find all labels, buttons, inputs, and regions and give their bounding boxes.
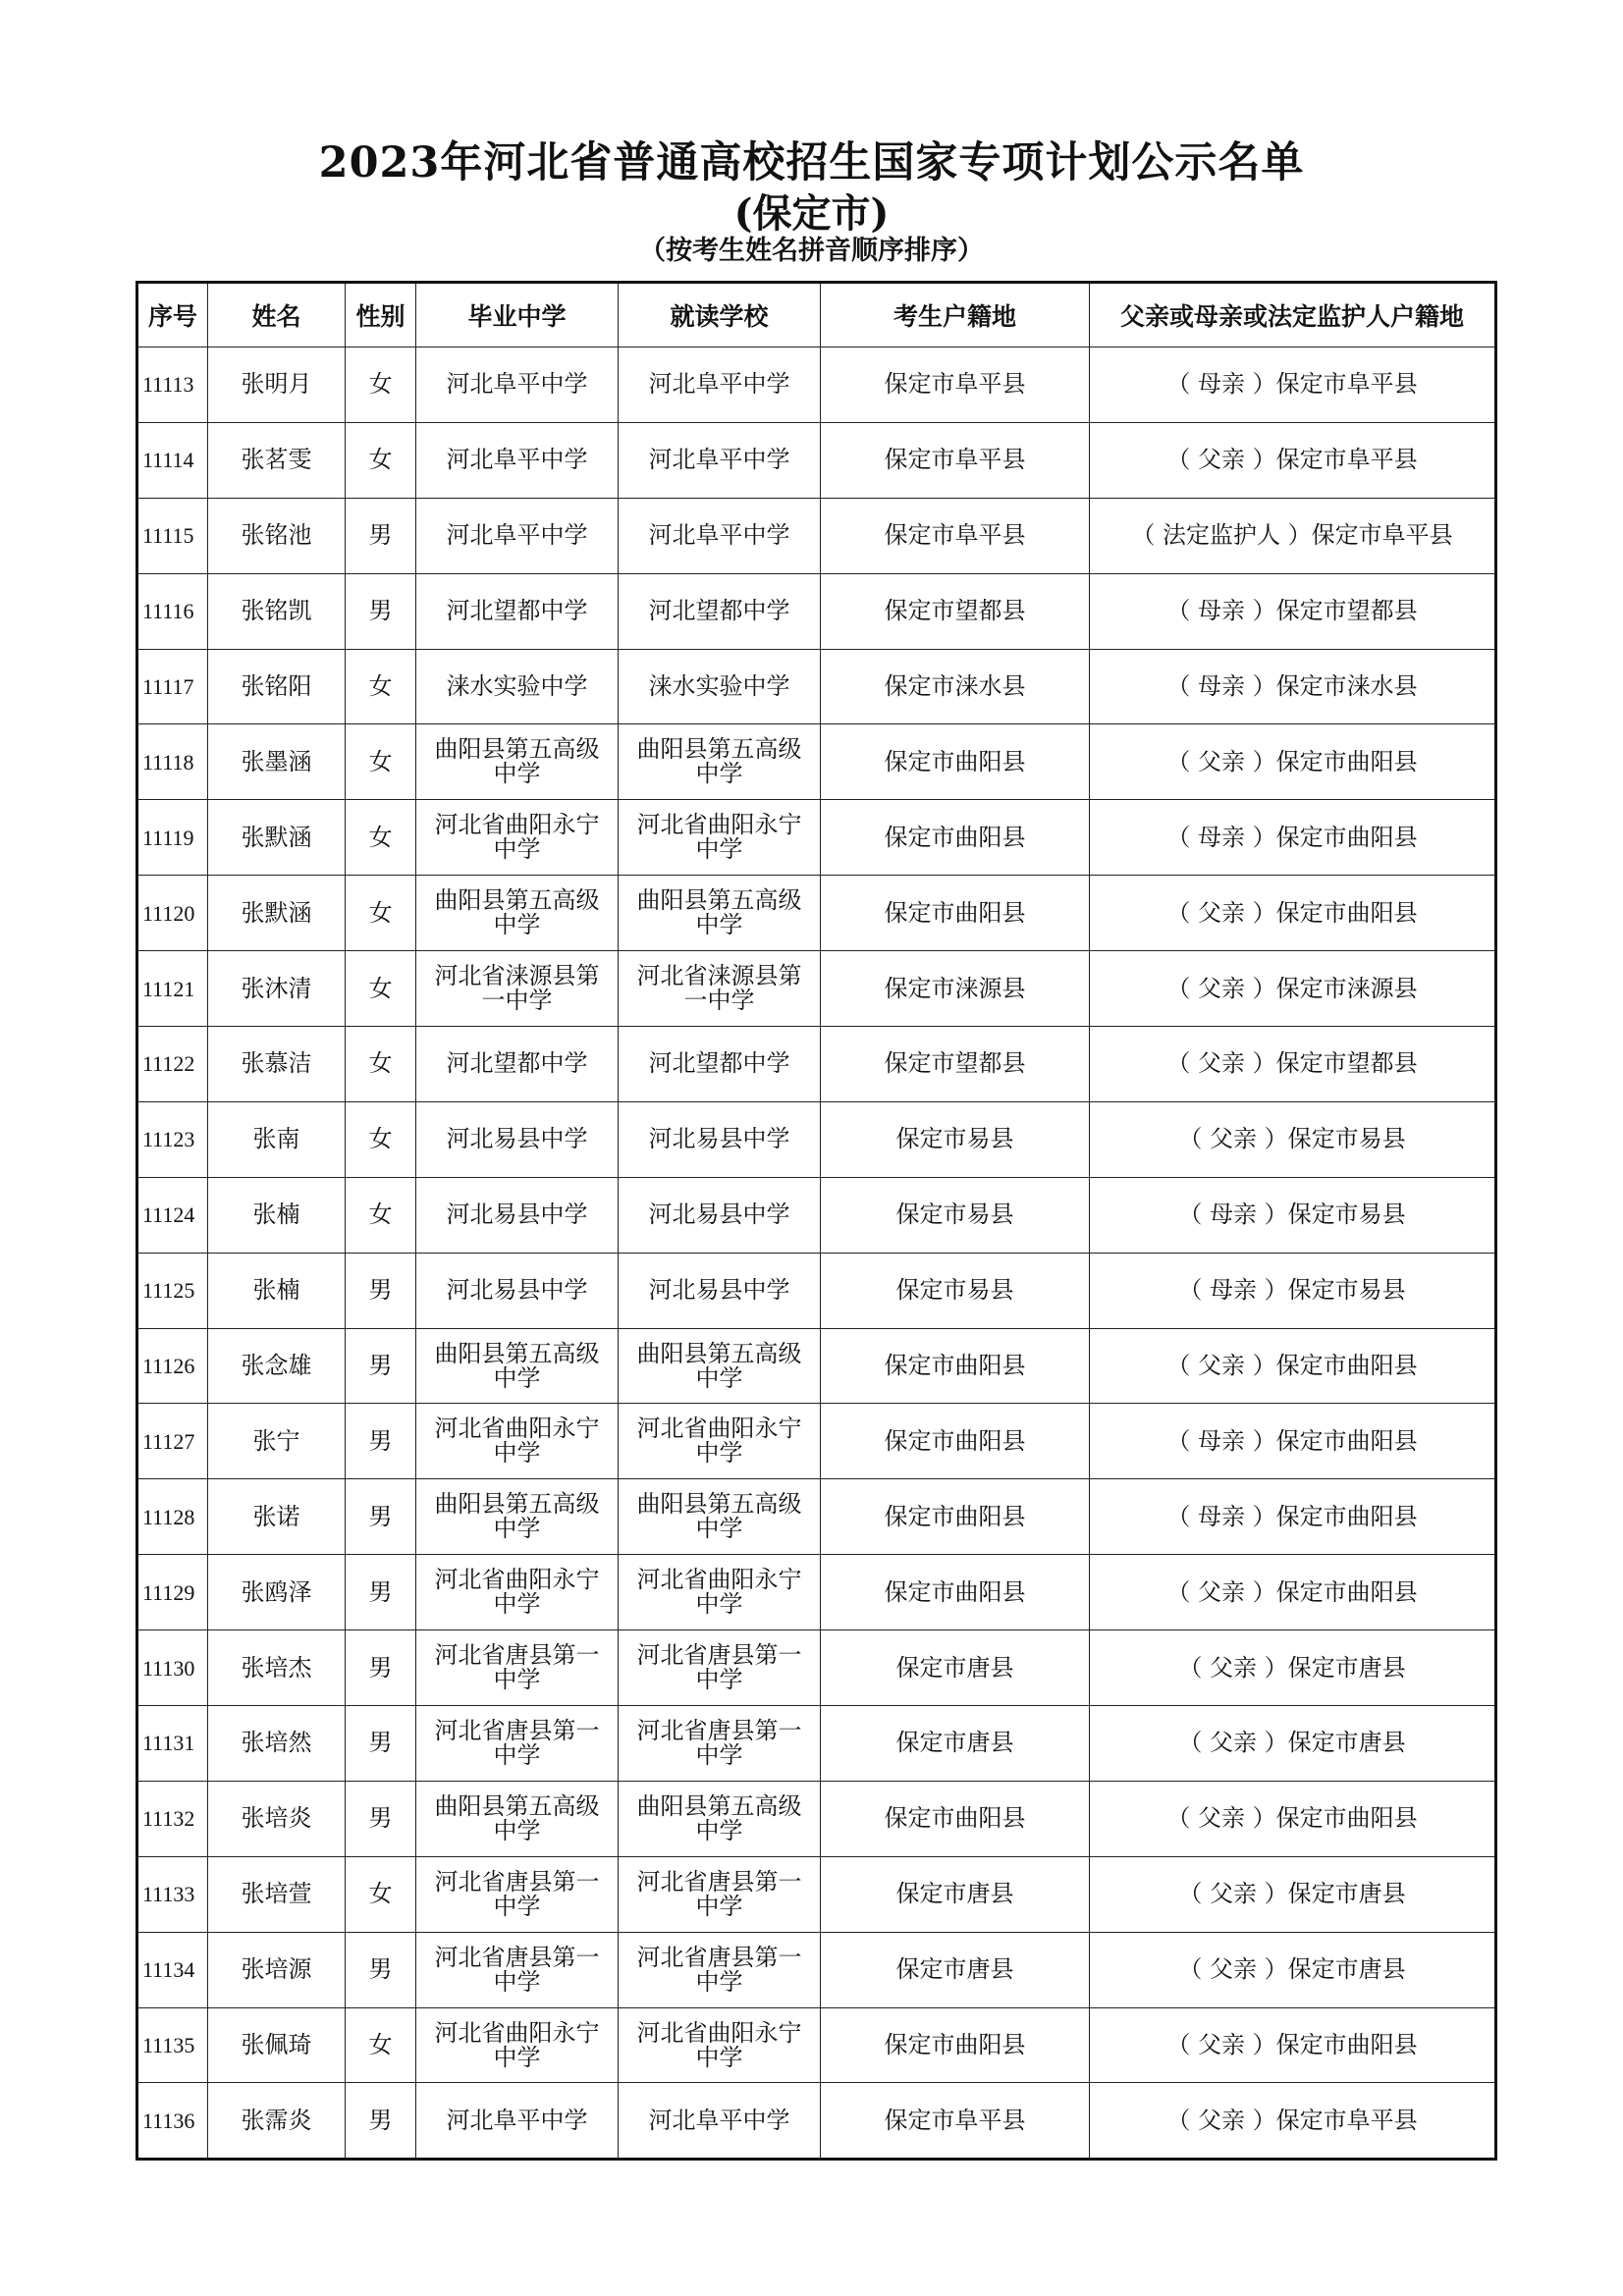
column-header-graduated-school: 毕业中学 (416, 283, 619, 347)
seq-cell: 11124 (137, 1177, 208, 1253)
seq-cell: 11120 (137, 876, 208, 951)
guardian-hukou-cell: （ 父亲 ）保定市阜平县 (1090, 2083, 1496, 2160)
seq-cell: 11132 (137, 1781, 208, 1856)
table-row (137, 724, 1496, 800)
table-row (137, 800, 1496, 876)
student-hukou-cell: 保定市唐县 (821, 1706, 1090, 1782)
name-cell: 张霈炎 (208, 2083, 346, 2160)
graduated-school-cell: 曲阳县第五高级中学 (416, 876, 619, 951)
gender-cell: 女 (346, 876, 416, 951)
sort-note: （按考生姓名拼音顺序排序） (639, 236, 984, 266)
name-cell: 张诺 (208, 1479, 346, 1555)
table-header-row (137, 283, 1496, 347)
graduated-school-cell: 河北阜平中学 (416, 422, 619, 498)
seq-cell: 11131 (137, 1706, 208, 1782)
seq-cell: 11133 (137, 1856, 208, 1932)
seq-cell: 11116 (137, 573, 208, 649)
gender-cell: 男 (346, 1253, 416, 1328)
gender-cell: 女 (346, 800, 416, 876)
guardian-hukou-cell: （ 母亲 ）保定市阜平县 (1090, 347, 1496, 423)
student-hukou-cell: 保定市曲阳县 (821, 1404, 1090, 1479)
table-row (137, 1555, 1496, 1630)
current-school-cell: 河北望都中学 (619, 573, 821, 649)
table-row (137, 1932, 1496, 2007)
seq-cell: 11114 (137, 422, 208, 498)
graduated-school-cell: 河北省唐县第一中学 (416, 1706, 619, 1782)
gender-cell: 女 (346, 649, 416, 724)
current-school-cell: 河北省曲阳永宁中学 (619, 1555, 821, 1630)
gender-cell: 男 (346, 1781, 416, 1856)
graduated-school-cell: 河北省唐县第一中学 (416, 1856, 619, 1932)
name-cell: 张铭凯 (208, 573, 346, 649)
seq-cell: 11121 (137, 951, 208, 1027)
seq-cell: 11123 (137, 1101, 208, 1177)
gender-cell: 男 (346, 498, 416, 573)
guardian-hukou-cell: （ 父亲 ）保定市唐县 (1090, 1706, 1496, 1782)
table-row (137, 1479, 1496, 1555)
name-cell: 张培炎 (208, 1781, 346, 1856)
column-header-gender: 性别 (346, 283, 416, 347)
gender-cell: 女 (346, 2007, 416, 2083)
gender-cell: 男 (346, 1706, 416, 1782)
seq-cell: 11119 (137, 800, 208, 876)
gender-cell: 女 (346, 724, 416, 800)
seq-cell: 11118 (137, 724, 208, 800)
current-school-cell: 曲阳县第五高级中学 (619, 876, 821, 951)
guardian-hukou-cell: （ 父亲 ）保定市曲阳县 (1090, 876, 1496, 951)
name-cell: 张鸥泽 (208, 1555, 346, 1630)
guardian-hukou-cell: （ 母亲 ）保定市曲阳县 (1090, 1404, 1496, 1479)
student-hukou-cell: 保定市曲阳县 (821, 876, 1090, 951)
student-hukou-cell: 保定市望都县 (821, 1027, 1090, 1102)
name-cell: 张培杰 (208, 1630, 346, 1706)
student-hukou-cell: 保定市涞水县 (821, 649, 1090, 724)
table-row (137, 1404, 1496, 1479)
guardian-hukou-cell: （ 母亲 ）保定市易县 (1090, 1177, 1496, 1253)
graduated-school-cell: 曲阳县第五高级中学 (416, 1781, 619, 1856)
student-hukou-cell: 保定市曲阳县 (821, 1328, 1090, 1404)
gender-cell: 男 (346, 2083, 416, 2160)
gender-cell: 男 (346, 1404, 416, 1479)
table-row (137, 1856, 1496, 1932)
guardian-hukou-cell: （ 父亲 ）保定市涞源县 (1090, 951, 1496, 1027)
student-hukou-cell: 保定市望都县 (821, 573, 1090, 649)
table-row (137, 649, 1496, 724)
gender-cell: 男 (346, 1328, 416, 1404)
graduated-school-cell: 河北望都中学 (416, 573, 619, 649)
student-hukou-cell: 保定市曲阳县 (821, 1781, 1090, 1856)
graduated-school-cell: 曲阳县第五高级中学 (416, 1328, 619, 1404)
table-row (137, 1781, 1496, 1856)
table-row (137, 2083, 1496, 2160)
student-hukou-cell: 保定市阜平县 (821, 422, 1090, 498)
current-school-cell: 河北易县中学 (619, 1253, 821, 1328)
name-cell: 张默涵 (208, 876, 346, 951)
name-cell: 张慕洁 (208, 1027, 346, 1102)
current-school-cell: 河北省曲阳永宁中学 (619, 1404, 821, 1479)
name-cell: 张明月 (208, 347, 346, 423)
table-row (137, 1706, 1496, 1782)
graduated-school-cell: 河北易县中学 (416, 1177, 619, 1253)
seq-cell: 11135 (137, 2007, 208, 2083)
roster-table (135, 281, 1497, 2161)
student-hukou-cell: 保定市涞源县 (821, 951, 1090, 1027)
current-school-cell: 河北省唐县第一中学 (619, 1706, 821, 1782)
column-header-name: 姓名 (208, 283, 346, 347)
name-cell: 张铭池 (208, 498, 346, 573)
name-cell: 张墨涵 (208, 724, 346, 800)
graduated-school-cell: 河北阜平中学 (416, 2083, 619, 2160)
student-hukou-cell: 保定市曲阳县 (821, 800, 1090, 876)
guardian-hukou-cell: （ 母亲 ）保定市曲阳县 (1090, 1479, 1496, 1555)
guardian-hukou-cell: （ 母亲 ）保定市曲阳县 (1090, 800, 1496, 876)
table-row (137, 347, 1496, 423)
seq-cell: 11113 (137, 347, 208, 423)
graduated-school-cell: 河北阜平中学 (416, 498, 619, 573)
name-cell: 张铭阳 (208, 649, 346, 724)
table-row (137, 573, 1496, 649)
column-header-guardian-hukou: 父亲或母亲或法定监护人户籍地 (1090, 283, 1496, 347)
seq-cell: 11134 (137, 1932, 208, 2007)
guardian-hukou-cell: （ 母亲 ）保定市易县 (1090, 1253, 1496, 1328)
current-school-cell: 河北阜平中学 (619, 2083, 821, 2160)
graduated-school-cell: 河北省曲阳永宁中学 (416, 1555, 619, 1630)
name-cell: 张培然 (208, 1706, 346, 1782)
current-school-cell: 河北易县中学 (619, 1101, 821, 1177)
table-row (137, 498, 1496, 573)
gender-cell: 女 (346, 422, 416, 498)
student-hukou-cell: 保定市曲阳县 (821, 724, 1090, 800)
seq-cell: 11129 (137, 1555, 208, 1630)
gender-cell: 男 (346, 1479, 416, 1555)
gender-cell: 女 (346, 1101, 416, 1177)
current-school-cell: 曲阳县第五高级中学 (619, 1328, 821, 1404)
gender-cell: 男 (346, 1555, 416, 1630)
student-hukou-cell: 保定市阜平县 (821, 2083, 1090, 2160)
graduated-school-cell: 河北省曲阳永宁中学 (416, 1404, 619, 1479)
graduated-school-cell: 河北省曲阳永宁中学 (416, 2007, 619, 2083)
graduated-school-cell: 河北省唐县第一中学 (416, 1932, 619, 2007)
table-row (137, 1177, 1496, 1253)
student-hukou-cell: 保定市曲阳县 (821, 2007, 1090, 2083)
name-cell: 张楠 (208, 1177, 346, 1253)
seq-cell: 11130 (137, 1630, 208, 1706)
name-cell: 张茗雯 (208, 422, 346, 498)
student-hukou-cell: 保定市易县 (821, 1177, 1090, 1253)
gender-cell: 女 (346, 1027, 416, 1102)
student-hukou-cell: 保定市曲阳县 (821, 1479, 1090, 1555)
table-row (137, 1027, 1496, 1102)
current-school-cell: 河北省唐县第一中学 (619, 1856, 821, 1932)
gender-cell: 女 (346, 347, 416, 423)
guardian-hukou-cell: （ 母亲 ）保定市望都县 (1090, 573, 1496, 649)
gender-cell: 男 (346, 1932, 416, 2007)
table-row (137, 1630, 1496, 1706)
guardian-hukou-cell: （ 父亲 ）保定市易县 (1090, 1101, 1496, 1177)
name-cell: 张楠 (208, 1253, 346, 1328)
guardian-hukou-cell: （ 父亲 ）保定市唐县 (1090, 1630, 1496, 1706)
student-hukou-cell: 保定市阜平县 (821, 498, 1090, 573)
seq-cell: 11125 (137, 1253, 208, 1328)
guardian-hukou-cell: （ 父亲 ）保定市曲阳县 (1090, 1781, 1496, 1856)
current-school-cell: 河北阜平中学 (619, 347, 821, 423)
graduated-school-cell: 河北易县中学 (416, 1253, 619, 1328)
column-header-student-hukou: 考生户籍地 (821, 283, 1090, 347)
seq-cell: 11136 (137, 2083, 208, 2160)
current-school-cell: 河北省唐县第一中学 (619, 1630, 821, 1706)
student-hukou-cell: 保定市唐县 (821, 1856, 1090, 1932)
guardian-hukou-cell: （ 法定监护人 ）保定市阜平县 (1090, 498, 1496, 573)
page-subtitle: (保定市) (733, 190, 890, 237)
table-row (137, 951, 1496, 1027)
current-school-cell: 河北省涞源县第一中学 (619, 951, 821, 1027)
current-school-cell: 曲阳县第五高级中学 (619, 1479, 821, 1555)
seq-cell: 11126 (137, 1328, 208, 1404)
guardian-hukou-cell: （ 父亲 ）保定市曲阳县 (1090, 1555, 1496, 1630)
gender-cell: 女 (346, 1856, 416, 1932)
table-row (137, 422, 1496, 498)
current-school-cell: 河北阜平中学 (619, 422, 821, 498)
current-school-cell: 曲阳县第五高级中学 (619, 724, 821, 800)
guardian-hukou-cell: （ 父亲 ）保定市曲阳县 (1090, 2007, 1496, 2083)
graduated-school-cell: 曲阳县第五高级中学 (416, 724, 619, 800)
name-cell: 张念雄 (208, 1328, 346, 1404)
graduated-school-cell: 涞水实验中学 (416, 649, 619, 724)
student-hukou-cell: 保定市唐县 (821, 1932, 1090, 2007)
guardian-hukou-cell: （ 父亲 ）保定市阜平县 (1090, 422, 1496, 498)
name-cell: 张宁 (208, 1404, 346, 1479)
gender-cell: 女 (346, 951, 416, 1027)
guardian-hukou-cell: （ 母亲 ）保定市涞水县 (1090, 649, 1496, 724)
graduated-school-cell: 河北阜平中学 (416, 347, 619, 423)
graduated-school-cell: 河北省曲阳永宁中学 (416, 800, 619, 876)
page-title: 2023年河北省普通高校招生国家专项计划公示名单 (318, 138, 1305, 187)
student-hukou-cell: 保定市易县 (821, 1253, 1090, 1328)
name-cell: 张沐清 (208, 951, 346, 1027)
current-school-cell: 河北阜平中学 (619, 498, 821, 573)
current-school-cell: 河北省曲阳永宁中学 (619, 2007, 821, 2083)
name-cell: 张培萱 (208, 1856, 346, 1932)
gender-cell: 女 (346, 1177, 416, 1253)
graduated-school-cell: 河北望都中学 (416, 1027, 619, 1102)
current-school-cell: 河北易县中学 (619, 1177, 821, 1253)
gender-cell: 男 (346, 1630, 416, 1706)
seq-cell: 11117 (137, 649, 208, 724)
table-row (137, 2007, 1496, 2083)
seq-cell: 11115 (137, 498, 208, 573)
current-school-cell: 河北望都中学 (619, 1027, 821, 1102)
name-cell: 张佩琦 (208, 2007, 346, 2083)
guardian-hukou-cell: （ 父亲 ）保定市曲阳县 (1090, 724, 1496, 800)
name-cell: 张默涵 (208, 800, 346, 876)
student-hukou-cell: 保定市阜平县 (821, 347, 1090, 423)
gender-cell: 男 (346, 573, 416, 649)
guardian-hukou-cell: （ 父亲 ）保定市曲阳县 (1090, 1328, 1496, 1404)
student-hukou-cell: 保定市唐县 (821, 1630, 1090, 1706)
current-school-cell: 河北省唐县第一中学 (619, 1932, 821, 2007)
guardian-hukou-cell: （ 父亲 ）保定市唐县 (1090, 1856, 1496, 1932)
graduated-school-cell: 河北易县中学 (416, 1101, 619, 1177)
student-hukou-cell: 保定市曲阳县 (821, 1555, 1090, 1630)
guardian-hukou-cell: （ 父亲 ）保定市望都县 (1090, 1027, 1496, 1102)
seq-cell: 11122 (137, 1027, 208, 1102)
graduated-school-cell: 河北省涞源县第一中学 (416, 951, 619, 1027)
column-header-seq: 序号 (137, 283, 208, 347)
graduated-school-cell: 河北省唐县第一中学 (416, 1630, 619, 1706)
column-header-current-school: 就读学校 (619, 283, 821, 347)
seq-cell: 11128 (137, 1479, 208, 1555)
graduated-school-cell: 曲阳县第五高级中学 (416, 1479, 619, 1555)
current-school-cell: 涞水实验中学 (619, 649, 821, 724)
guardian-hukou-cell: （ 父亲 ）保定市唐县 (1090, 1932, 1496, 2007)
table-row (137, 876, 1496, 951)
table-row (137, 1253, 1496, 1328)
table-row (137, 1328, 1496, 1404)
name-cell: 张南 (208, 1101, 346, 1177)
name-cell: 张培源 (208, 1932, 346, 2007)
current-school-cell: 曲阳县第五高级中学 (619, 1781, 821, 1856)
student-hukou-cell: 保定市易县 (821, 1101, 1090, 1177)
table-row (137, 1101, 1496, 1177)
seq-cell: 11127 (137, 1404, 208, 1479)
current-school-cell: 河北省曲阳永宁中学 (619, 800, 821, 876)
